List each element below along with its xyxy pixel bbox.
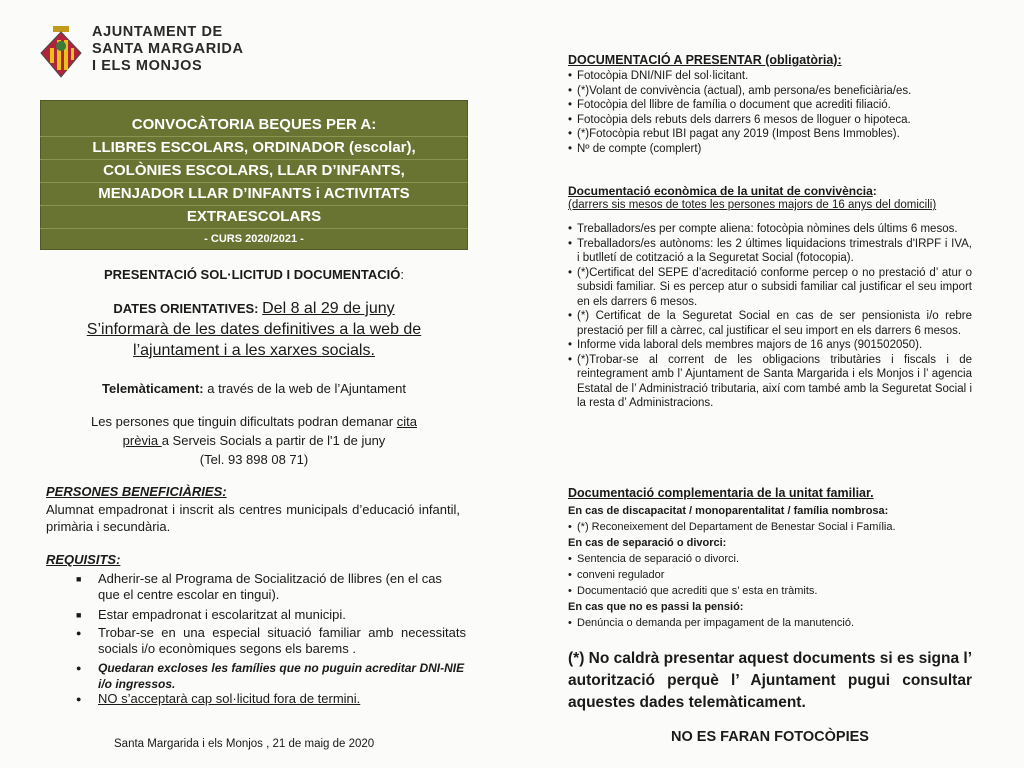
requirement-item: ■ Estar empadronat i escolaritzat al municipi. (76, 607, 346, 622)
complementary-list (568, 503, 972, 631)
appointment-link[interactable]: prèvia (122, 433, 162, 448)
requirement-item: ■ Adherir-se al Programa de Socialització de llibres (en el cas que el centre escolar en tingui). (76, 571, 442, 602)
beneficiaries-heading: PERSONES BENEFICIÀRIES: (46, 484, 227, 499)
economic-heading-colon: : (872, 184, 877, 198)
call-title-box (40, 100, 468, 250)
beneficiaries-text: Alumnat empadronat i inscrit als centres municipals d’educació infantil, primària i secundària. (46, 502, 460, 534)
list-item: • (*) Certificat de la Seguretat Social en cas de ser pensionista i/o rebre prestació per fill a càrrec, cal justificar el seu import en els darrers 6 mesos. (568, 309, 972, 338)
group-label: En cas que no es passi la pensió: (568, 601, 744, 613)
course-label: - CURS 2020/2021 - (204, 233, 304, 245)
list-item: • Nº de compte (complert) (568, 142, 972, 157)
list-item: • Treballadors/es per compte aliena: fotocòpia nòmines dels últims 6 mesos. (568, 222, 972, 237)
municipality-line-3: I ELS MONJOS (92, 58, 203, 74)
list-item: • Sentencia de separació o divorci. (568, 551, 972, 567)
list-item: • (*)Fotocòpia rebut IBI pagat any 2019 (Impost Bens Immobles). (568, 127, 972, 142)
requirement-text: Trobar-se en una especial situació familiar amb necessitats socials i/o econòmiques segons els barems . (98, 625, 466, 656)
online-submission (40, 380, 468, 397)
list-item: • Fotocòpia DNI/NIF del sol·licitant. (568, 69, 972, 84)
requirement-text: Quedaran excloses les famílies que no puguin acreditar DNI-NIE i/o ingressos. (98, 661, 465, 691)
presentation-heading (40, 266, 468, 283)
documentation-heading: DOCUMENTACIÓ A PRESENTAR (obligatòria): (568, 53, 842, 67)
economic-list (568, 222, 972, 411)
economic-heading-text: Documentació econòmica de la unitat de convivència (568, 184, 873, 198)
title-line: COLÒNIES ESCOLARS, LLAR D’INFANTS, (103, 162, 405, 179)
requirement-text: Estar empadronat i escolaritzat al municipi. (98, 607, 346, 622)
appointment-link[interactable]: cita (396, 414, 417, 429)
requirement-item: ● Quedaran excloses les famílies que no puguin acreditar DNI-NIE i/o ingressos. (76, 661, 465, 691)
dates-note-line: l’ajuntament i a les xarxes socials. (133, 342, 375, 359)
title-line: CONVOCÀTORIA BEQUES PER A: (131, 116, 377, 133)
title-line: EXTRAESCOLARS (186, 208, 322, 225)
list-item: • Fotocòpia del llibre de família o document que acrediti filiació. (568, 98, 972, 113)
list-item: • conveni regulador (568, 567, 972, 583)
group-label: En cas de discapacitat / monoparentalitat / família nombrosa: (568, 505, 889, 517)
dates-note-line: S’informarà de les dates definitives a la web de (86, 321, 422, 338)
list-item: • Fotocòpia dels rebuts dels darrers 6 mesos de lloguer o hipoteca. (568, 113, 972, 128)
title-line: MENJADOR LLAR D’INFANTS i ACTIVITATS (98, 185, 410, 202)
presentation-heading-text: PRESENTACIÓ SOL·LICITUD I DOCUMENTACIÓ (104, 267, 401, 282)
requirements-heading: REQUISITS: (46, 552, 121, 567)
dates-value: Del 8 al 29 de juny (262, 300, 395, 317)
presentation-heading-colon: : (400, 267, 404, 282)
list-item: • Informe vida laboral dels membres majors de 16 anys (901502050). (568, 338, 972, 353)
list-item: • Denúncia o demanda per impagament de la manutenció. (568, 615, 972, 631)
municipality-line-1: AJUNTAMENT DE (92, 24, 223, 40)
group-label: En cas de separació o divorci: (568, 537, 727, 549)
online-label: Telemàticament: (102, 381, 204, 396)
document-date: Santa Margarida i els Monjos , 21 de maig de 2020 (114, 738, 375, 750)
municipality-line-2: SANTA MARGARIDA (92, 41, 244, 57)
list-item: • Treballadors/es autònoms: les 2 últimes liquidacions trimestrals d'IRPF i IVA, i butlletí de cotització a la Seguretat Social (fotocopia). (568, 237, 972, 266)
list-item: • (*)Volant de convivència (actual), amb persona/es beneficiària/es. (568, 84, 972, 99)
economic-heading (568, 184, 877, 198)
municipality-name (92, 24, 244, 75)
documentation-list (568, 69, 972, 156)
list-item: • (*) Reconeixement del Departament de Benestar Social i Família. (568, 519, 972, 535)
dates-block (40, 298, 468, 361)
title-line: LLIBRES ESCOLARS, ORDINADOR (escolar), (92, 139, 416, 156)
requirement-text: Adherir-se al Programa de Socialització de llibres (en el cas que el centre escolar en tingui). (98, 571, 442, 602)
requirement-item: ● Trobar-se en una especial situació familiar amb necessitats socials i/o econòmiques segons els barems . (76, 625, 466, 656)
list-item: • (*)Trobar-se al corrent de les obligacions tributàries i fiscals i de reintegrament amb l’ Ajuntament de Santa Margarida i els Monjos i l’ agencia Estatal de l’ Administració tributaria, així com també amb la Seguretat Social i la resta d’ Administracions. (568, 353, 972, 411)
help-text: a Serveis Socials a partir de l'1 de juny (161, 433, 386, 448)
help-text: Les persones que tinguin dificultats podran demanar (91, 414, 397, 429)
complementary-heading: Documentació complementaria de la unitat familiar. (568, 486, 874, 500)
dates-label: DATES ORIENTATIVES: (113, 301, 263, 316)
requirement-item: ● NO s’acceptarà cap sol·licitud fora de termini. (76, 691, 361, 706)
authorization-notice: (*) No caldrà presentar aquest documents si es signa l’ autorització perquè l’ Ajuntament pugui consultar aquestes dades telemàticament. (568, 650, 972, 711)
no-photocopies-notice: NO ES FARAN FOTOCÒPIES (671, 729, 869, 745)
help-paragraph (40, 412, 468, 469)
requirement-text: NO s’acceptarà cap sol·licitud fora de termini. (98, 691, 361, 706)
coat-of-arms-icon (40, 26, 82, 78)
phone-number: (Tel. 93 898 08 71) (199, 452, 309, 467)
economic-subheading: (darrers sis mesos de totes les persones majors de 16 anys del domicili) (568, 199, 937, 211)
list-item: • Documentació que acrediti que s’ esta en tràmits. (568, 583, 972, 599)
list-item: • (*)Certificat del SEPE d’acreditació conforme percep o no prestació d’ atur o subsidi familiar. Si es percep atur o subsidi familiar cal justificar el seu import en els darrers 6 mesos. (568, 266, 972, 310)
online-text: a través de la web de l’Ajuntament (203, 381, 406, 396)
